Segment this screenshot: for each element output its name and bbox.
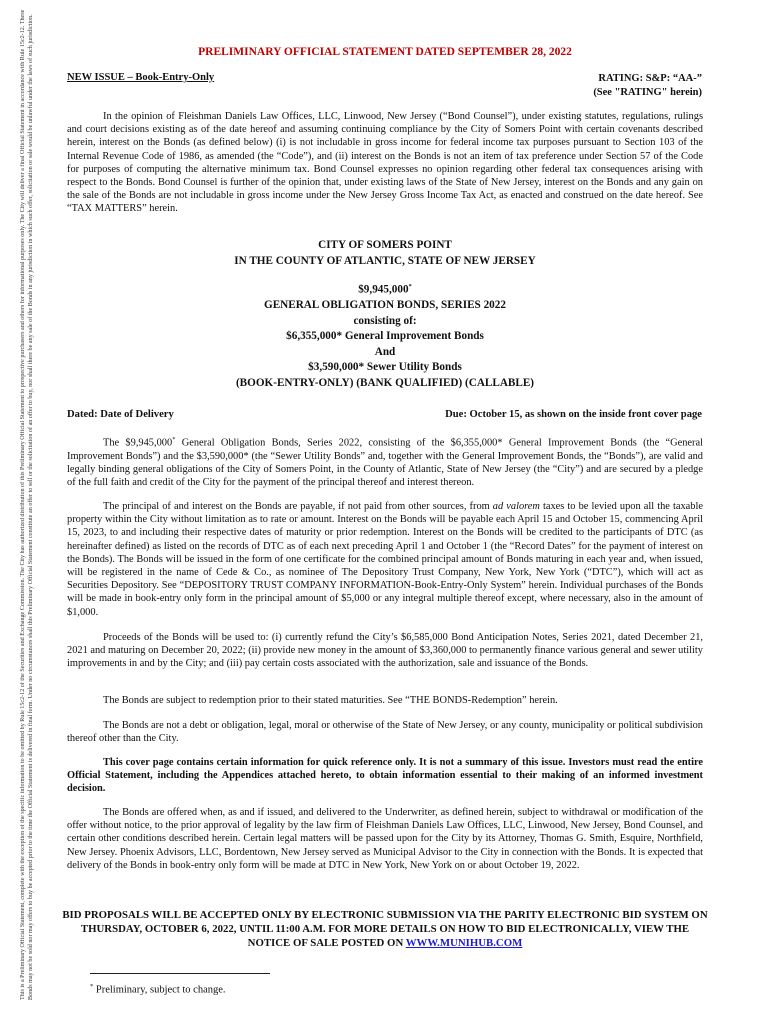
- payment-paragraph: [67, 500, 703, 619]
- rating-block: [593, 72, 702, 99]
- tax-opinion-paragraph: In the opinion of Fleishman Daniels Law Offices, LLC, Linwood, New Jersey (“Bond Counsel”), under existing statutes, regulations, rulings and court decisions existing as of the date hereof and assuming continuing compliance by the City of Somers Point with certain covenants described herein, interest on the Bonds (as defined below) (i) is not includable in gross income for federal income tax purposes pursuant to Section 103 of the Internal Revenue Code of 1986, as amended (the “Code”), and (ii) interest on the Bonds is not an item of tax preference under Section 57 of the Code for purposes of computing the alternative minimum tax. Bond Counsel expresses no opinion regarding other federal tax consequences arising with respect to the Bonds. Bond Counsel is further of the opinion that, under existing laws of the State of New Jersey, interest on the Bonds and any gain on the sale of the Bonds are not includable in gross income under the New Jersey Gross Income Tax Act, as enacted and construed on the date hereof. See “TAX MATTERS” herein.: [67, 111, 703, 215]
- footnote-mark: *: [90, 983, 94, 990]
- quick-reference-notice: This cover page contains certain information for quick reference only. It is not a summary of this issue. Investors must read the entire Official Statement, including the Appendices attached hereto, to obtain information essential to their making of an informed investment decision.: [67, 757, 703, 795]
- footnote-divider: [90, 973, 270, 974]
- para2-start: The principal of and interest on the Bonds are payable, if not paid from other sources, from: [103, 501, 493, 512]
- preliminary-mark: *: [408, 283, 412, 290]
- document-title: PRELIMINARY OFFICIAL STATEMENT DATED SEPTEMBER 28, 2022: [198, 46, 572, 58]
- side-disclaimer: This is a Preliminary Official Statement, complete with the exception of the specific information to be omitted by Rule 15c2-12 of the Securities and Exchange Commission. The City has authorized distribution of this Preliminary Official Statement to prospective purchasers and others for informational purposes only. The City will deliver a final Official Statement in accordance with Rule 15c2-12. These Bonds may not be sold nor may offers to buy be accepted prior to the time the Official Statement is delivered in final form. Under no circumstances shall this Preliminary Official Statement constitute an offer to sell or the solicitation of an offer to buy, nor shall there be any sale of the Bonds in any jurisdiction in which such offer, solicitation or sale would be unlawful under the laws of such jurisdiction.: [20, 9, 34, 1000]
- preliminary-mark: *: [172, 436, 176, 443]
- issuer-name: CITY OF SOMERS POINT: [318, 239, 452, 251]
- munihub-link[interactable]: WWW.MUNIHUB.COM: [405, 937, 523, 949]
- footnote-text: Preliminary, subject to change.: [93, 984, 226, 996]
- para1-rest: General Obligation Bonds, Series 2022, consisting of the $6,355,000* General Improvement Bonds (the “General Improvement Bonds”) and the $3,590,000* (the “Sewer Utility Bonds” and, together with the General Improvement Bonds, the “Bonds”), are valid and legally binding general obligations of the City of Somers Point, in the County of Atlantic, State of New Jersey (the “City”) and are secured by a pledge of the full faith and credit of the City for the payment of the principal thereof and interest thereon.: [67, 437, 703, 489]
- offering-paragraph: The Bonds are offered when, as and if issued, and delivered to the Underwriter, as defined herein, subject to withdrawal or modification of the offer without notice, to the prior approval of legality by the law firm of Fleishman Daniels Law Offices, LLC, Linwood, New Jersey, Bond Counsel, and certain other conditions described herein. Certain legal matters will be passed upon for the City by its Attorney, Thomas G. Smith, Esquire, Northfield, New Jersey. Phoenix Advisors, LLC, Bordentown, New Jersey served as Municipal Advisor to the City in connection with the Bonds. It is expected that delivery of the Bonds in book-entry only form will be made at DTC in New York, New York on or about October 19, 2022.: [67, 807, 703, 871]
- para2-rest: taxes to be levied upon all the taxable property within the City without limitation as to rate or amount. Interest on the Bonds will be payable each April 15 and October 15, commencing April 15, 2023, to and including their respective dates of maturity or prior redemption. Interest on the Bonds will be credited to the participants of DTC (as hereinafter defined) as listed on the records of DTC as of each next preceding April 1 and October 1 (the “Record Dates” for the payment of interest on the Bonds). The Bonds will be issued in the form of one certificate for the combined principal amount of Bonds maturing in each year and, when issued, will be registered in the name of Cede & Co., as nominee of The Depository Trust Company, New York, New York (“DTC”), which will act as Securities Depository. See “DEPOSITORY TRUST COMPANY INFORMATION-Book-Entry-Only System” herein. Individual purchases of the Bonds will be made in book-entry only form in the principal amount of $5,000 or any integral multiple thereof except, where necessary, also in the amount of $1,000.: [67, 501, 703, 618]
- and-text: And: [374, 345, 396, 358]
- rating-see-herein: (See "RATING" herein): [593, 86, 702, 98]
- proceeds-paragraph: Proceeds of the Bonds will be used to: (i) currently refund the City’s $6,585,000 Bond Anticipation Notes, Series 2021, dated December 21, 2021 and maturing on December 20, 2022; (ii) provide new money in the amount of $3,360,000 to permanently finance various general and sewer utility improvements in and by the City; and (iii) pay certain costs associated with the authorization, sale and issuance of the Bonds.: [67, 632, 703, 670]
- redemption-paragraph: The Bonds are subject to redemption prior to their stated maturities. See “THE BONDS-Redemption” herein.: [103, 695, 558, 706]
- ad-valorem-text: ad valorem: [492, 501, 540, 512]
- bid-text: BID PROPOSALS WILL BE ACCEPTED ONLY BY ELECTRONIC SUBMISSION VIA THE PARITY ELECTRONIC BID SYSTEM ON THURSDAY, OCTOBER 6, 2022, UNTIL 11:00 A.M. FOR MORE DETAILS ON HOW TO BID ELECTRONICALLY, VIEW THE NOTICE OF SALE POSTED ON: [62, 909, 708, 949]
- consisting-of: consisting of:: [353, 314, 417, 327]
- footnote: [90, 983, 226, 996]
- rating-line: RATING: S&P: “AA-”: [598, 73, 702, 84]
- bond-amount: [60, 279, 710, 298]
- bond-amount-value: $9,945,000: [358, 283, 409, 296]
- due-date: Due: October 15, as shown on the inside front cover page: [445, 409, 702, 420]
- bond-series-title: GENERAL OBLIGATION BONDS, SERIES 2022: [264, 299, 506, 312]
- bond-features: (BOOK-ENTRY-ONLY) (BANK QUALIFIED) (CALLABLE): [235, 376, 535, 389]
- new-issue-label: NEW ISSUE – Book-Entry-Only: [67, 72, 215, 83]
- para1-start: The $9,945,000: [103, 437, 173, 449]
- not-a-debt-paragraph: The Bonds are not a debt or obligation, legal, moral or otherwise of the State of New Jersey, or any county, municipality or political subdivision thereof other than the City.: [67, 720, 703, 745]
- bond-title-block: [60, 279, 710, 391]
- general-improvement-bonds: $6,355,000* General Improvement Bonds: [286, 330, 484, 343]
- dated-date: Dated: Date of Delivery: [67, 409, 174, 420]
- bonds-description-paragraph: [67, 433, 703, 489]
- sewer-utility-bonds: $3,590,000* Sewer Utility Bonds: [308, 361, 462, 374]
- issuer-block: [60, 238, 710, 269]
- bid-proposals-notice: [60, 908, 710, 950]
- issuer-location: IN THE COUNTY OF ATLANTIC, STATE OF NEW JERSEY: [234, 254, 536, 267]
